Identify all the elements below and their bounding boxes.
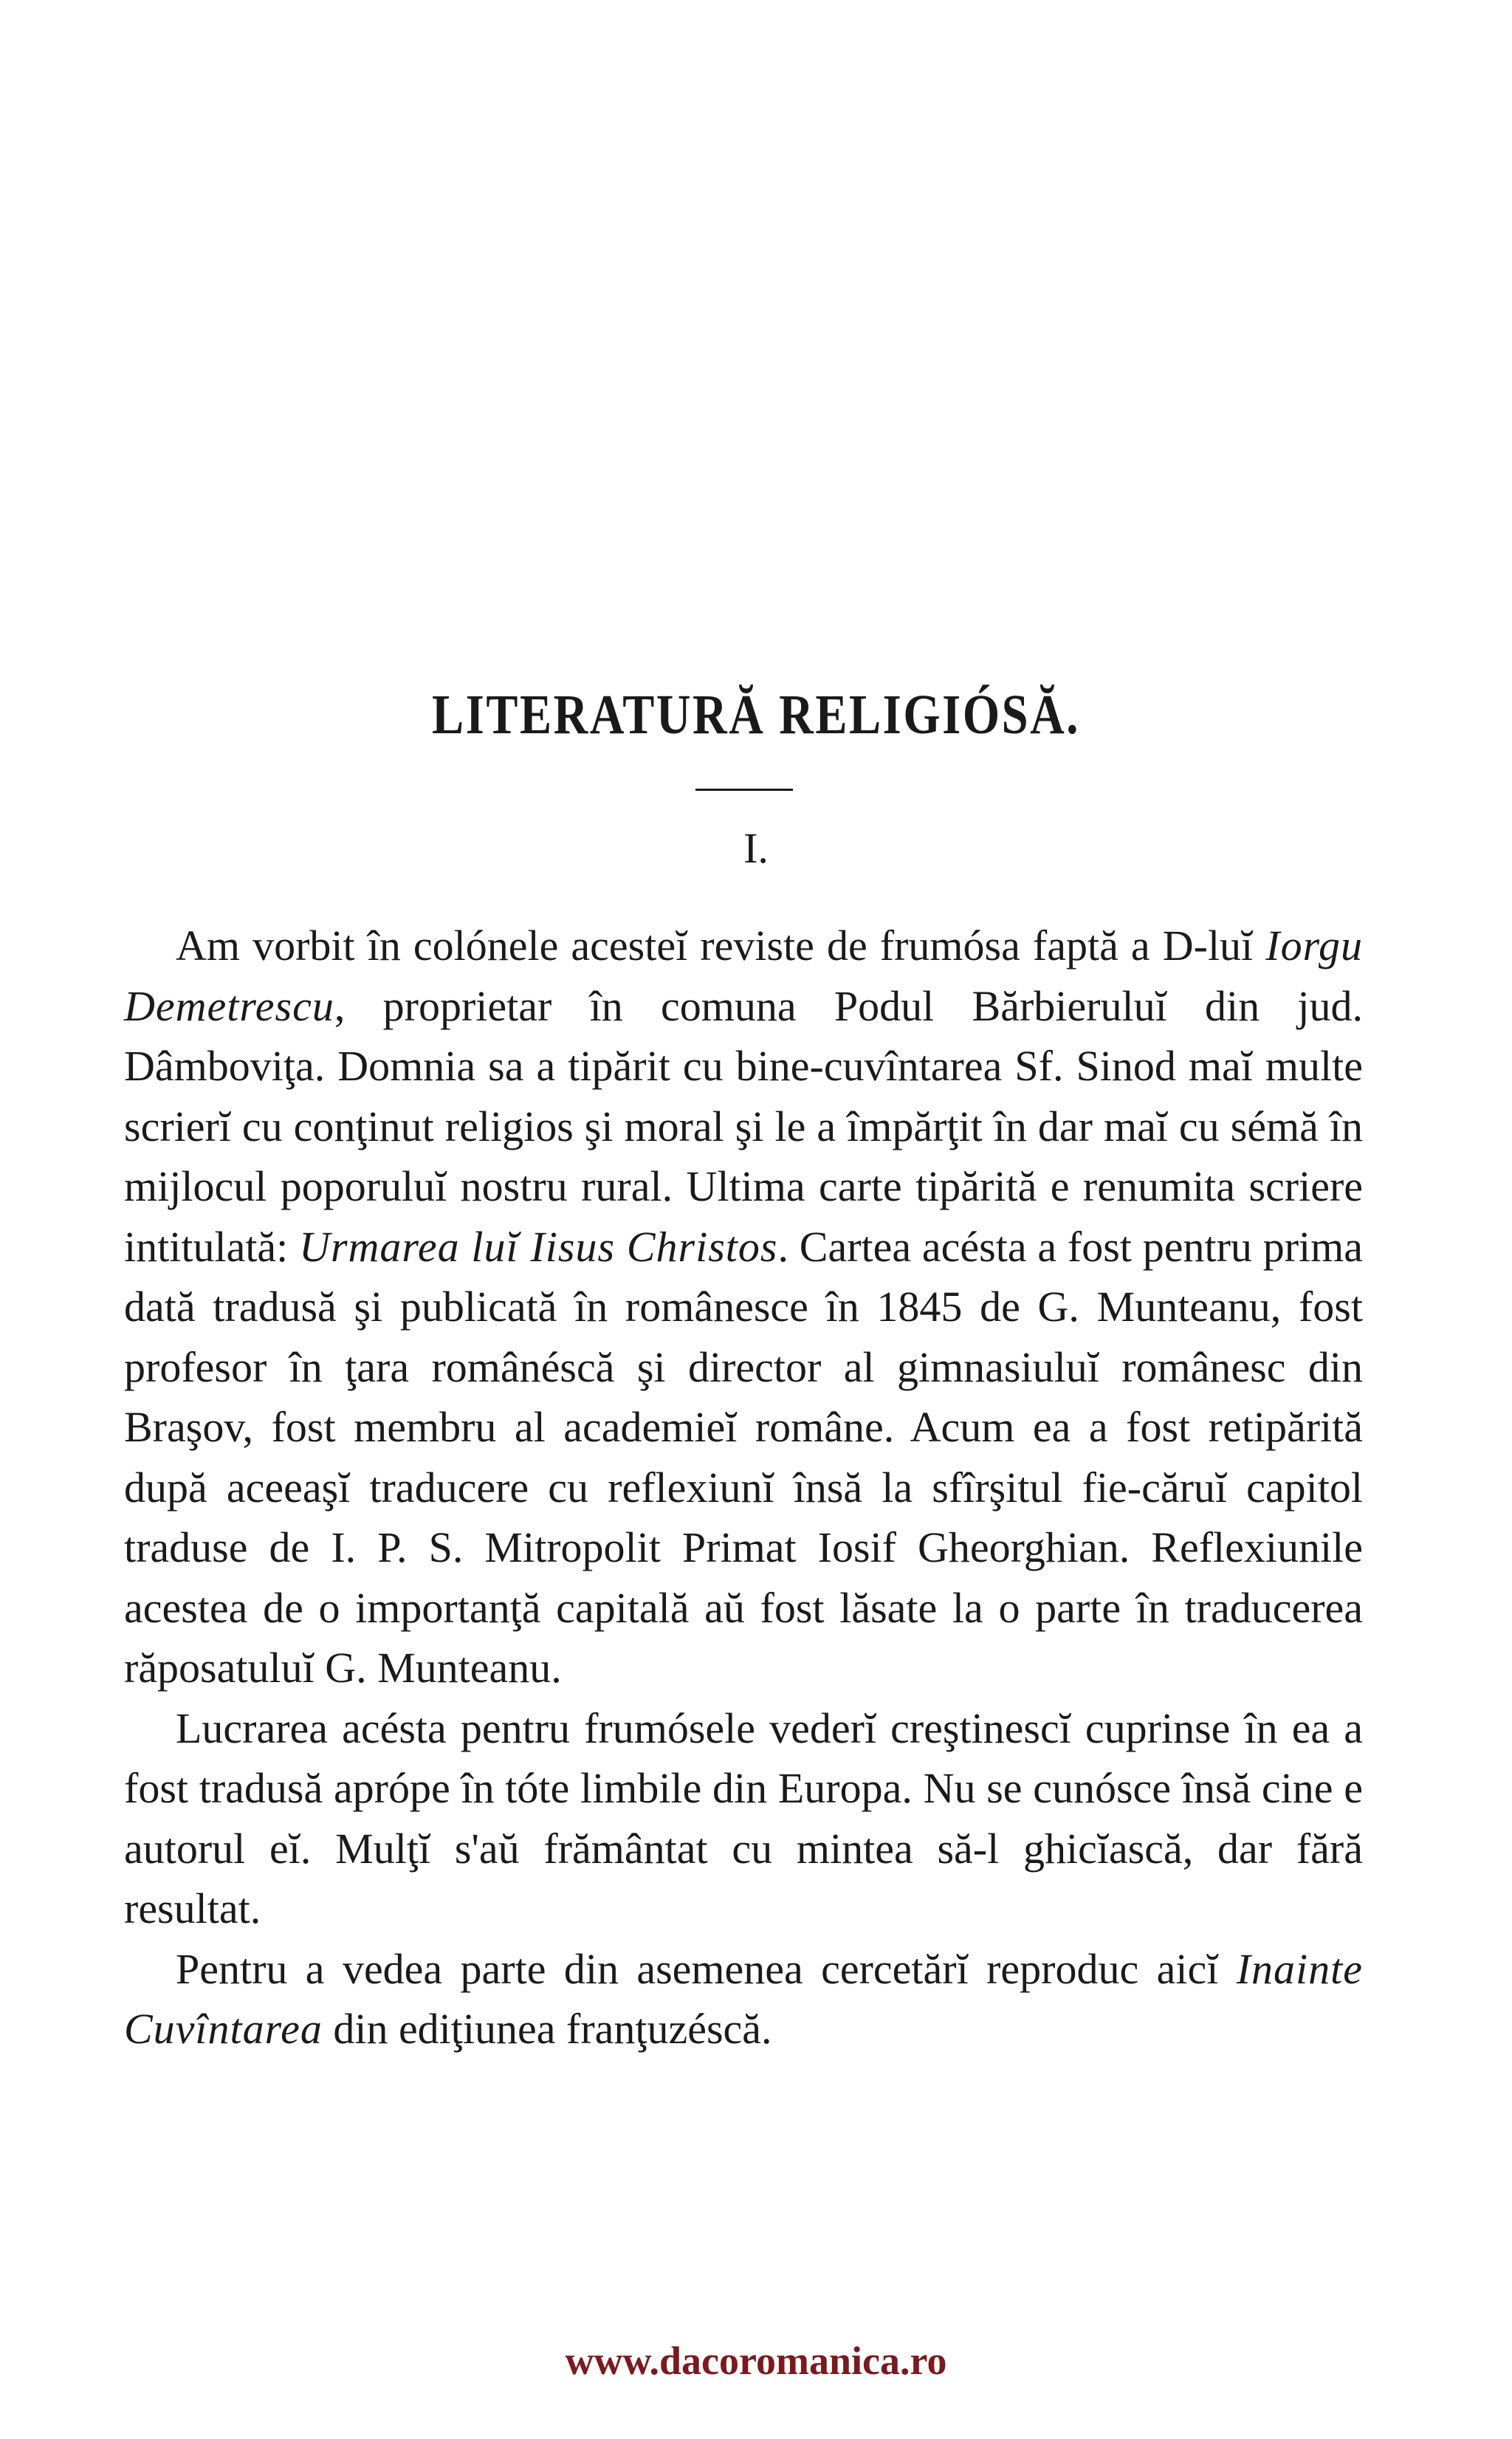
text-segment: . Cartea acésta a fost pentru prima dată tradusă şi publicată în românesce în 1845 de G. Munteanu, fost profesor în ţara românéscă şi director al gimnasiuluĭ românesc din Braşov, fost membru al academieĭ române. Acum ea a fost retipărită după aceeaşĭ traducere cu reflexiunĭ însă la sfîrşitul fie-căruĭ capitol traduse de I. P. S. Mitropolit Primat Iosif Gheorghian. Reflexiunile acestea de o importanţă capitală aŭ fost lăsate la o parte în traducerea răposatuluĭ G. Munteanu. (124, 1222, 1363, 1692)
text-segment: Pentru a vedea parte din asemenea cercetărĭ reproduc aicĭ (176, 1944, 1237, 1993)
footer-link[interactable]: www.dacoromanica.ro (565, 2339, 947, 2383)
section-number: I. (743, 824, 769, 872)
italic-name-iorgu-demetrescu: Iorgu Demetrescu (124, 922, 1363, 1030)
text-segment: , proprietar în comuna Podul Bărbieruluĭ din jud. Dâmboviţa. Domnia sa a tipărit cu bine-cuvîntarea Sf. Sinod maĭ multe scrierĭ cu conţinut religios şi moral şi le a împărţit în dar maĭ cu sémă în mijlocul poporuluĭ nostru rural. Ultima carte tipărită e renumita scriere intitulată: (124, 981, 1363, 1271)
paragraph-3 (124, 1939, 1363, 2059)
text-segment: Am vorbit în colónele acesteĭ reviste de frumósa faptă a D-luĭ (176, 922, 1266, 970)
title-divider (695, 789, 793, 791)
body-text (124, 916, 1363, 2059)
text-segment: din ediţiunea franţuzéscă. (322, 2005, 772, 2053)
paragraph-1 (124, 916, 1363, 1698)
text-segment: Lucrarea acésta pentru frumósele vederĭ creştinescĭ cuprinse în ea a fost tradusă aprópe în tóte limbile din Europa. Nu se cunósce însă cine e autorul eĭ. Mulţĭ s'aŭ frământat cu mintea să-l ghicĭască, dar fără resultat. (124, 1704, 1363, 1932)
italic-inainte-cuvintarea: Inainte Cuvîntarea (124, 1944, 1363, 2053)
page-title: LITERATURĂ RELIGIÓSĂ. (432, 684, 1080, 746)
italic-book-title: Urmarea luĭ Iisus Christos (299, 1222, 778, 1271)
paragraph-2 (124, 1698, 1363, 1939)
